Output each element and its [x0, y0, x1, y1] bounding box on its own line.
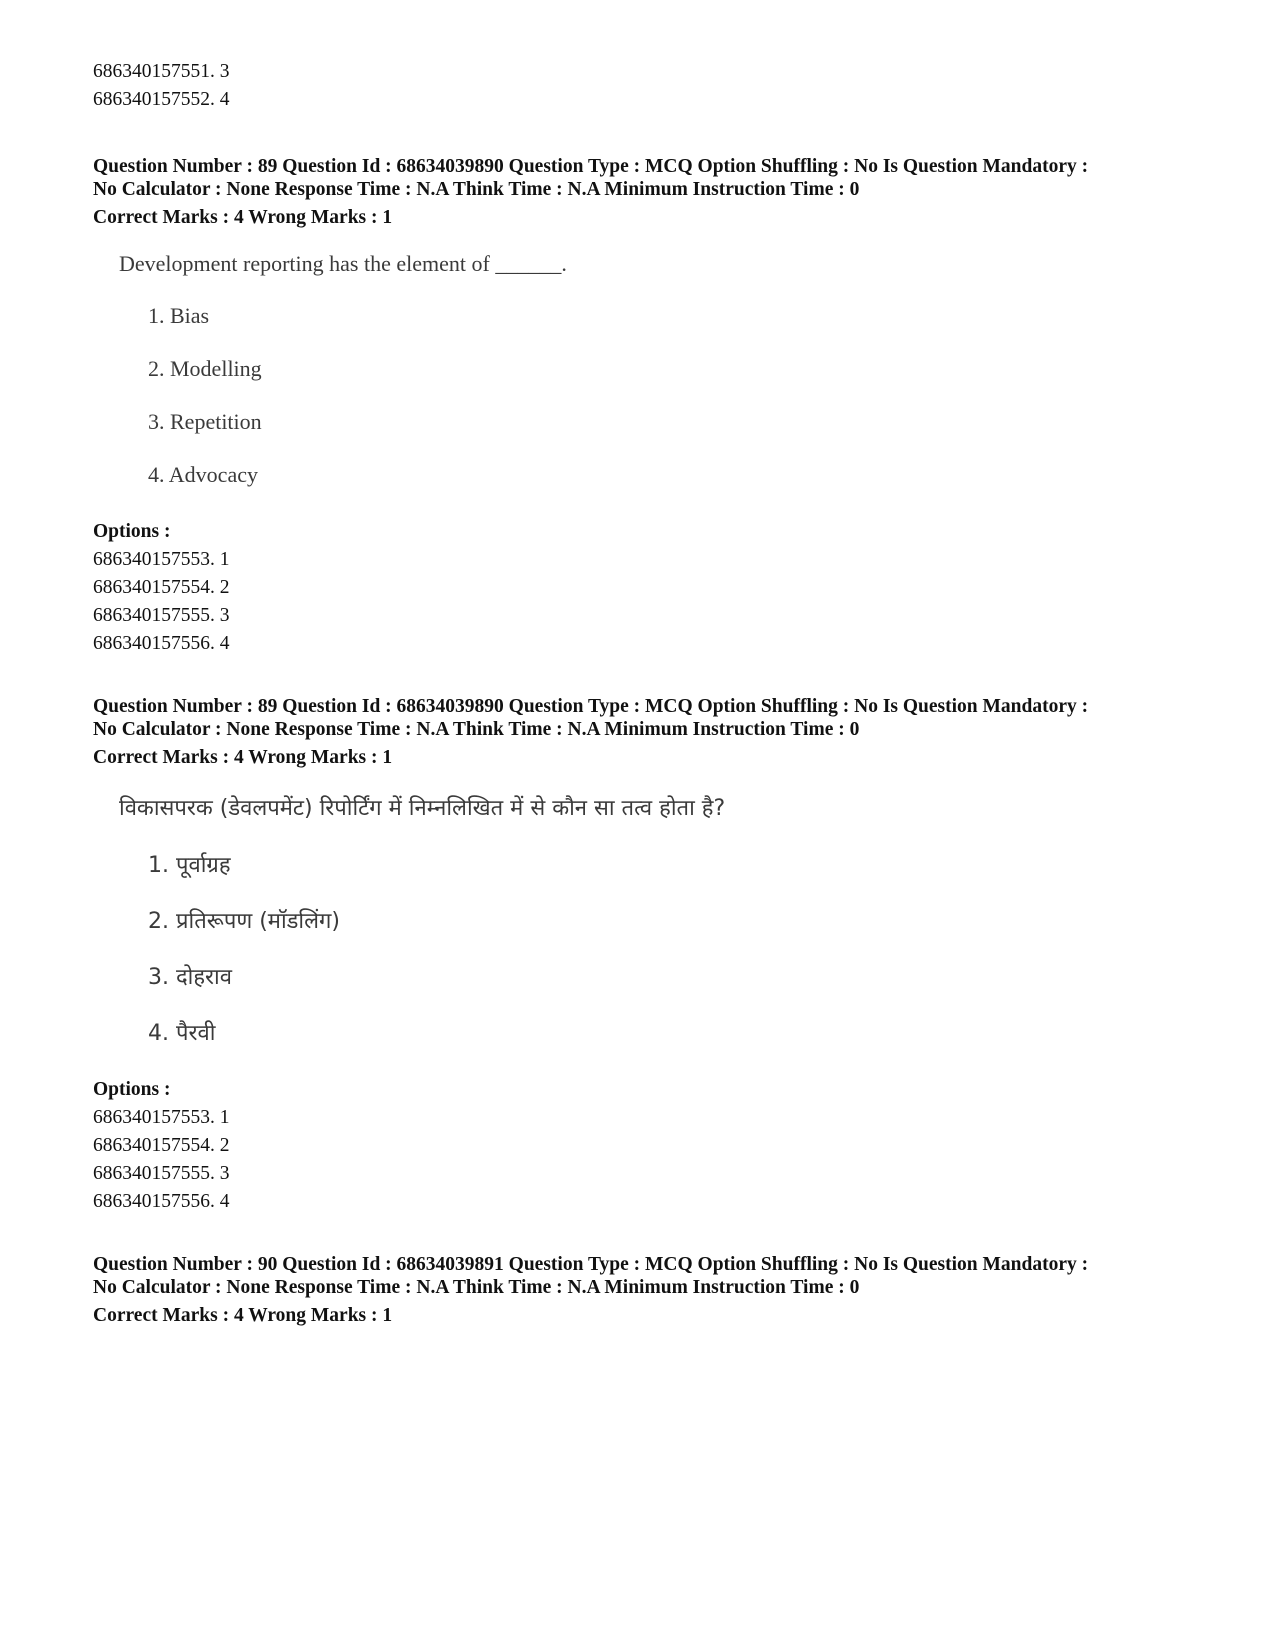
option-line: 686340157553. 1: [93, 549, 230, 570]
answer-choice: 1. पूर्वाग्रह: [148, 853, 231, 878]
options-label: Options :: [93, 1079, 171, 1100]
marks-line: Correct Marks : 4 Wrong Marks : 1: [93, 747, 393, 768]
answer-choice: 3. दोहराव: [148, 965, 232, 990]
option-line: 686340157555. 3: [93, 1163, 230, 1184]
question-header-line2: No Calculator : None Response Time : N.A Think Time : N.A Minimum Instruction Time : 0: [93, 1277, 860, 1298]
option-line: 686340157556. 4: [93, 633, 230, 654]
options-label: Options :: [93, 521, 171, 542]
answer-choice: 1. Bias: [148, 303, 210, 328]
answer-choice: 2. Modelling: [148, 356, 262, 381]
question-header-line2: No Calculator : None Response Time : N.A Think Time : N.A Minimum Instruction Time : 0: [93, 179, 860, 200]
option-line: 686340157551. 3: [93, 61, 230, 82]
option-line: 686340157555. 3: [93, 605, 230, 626]
question-header-line1: Question Number : 89 Question Id : 68634039890 Question Type : MCQ Option Shuffling : No Is Question Mandatory :: [93, 156, 1089, 177]
marks-line: Correct Marks : 4 Wrong Marks : 1: [93, 1305, 393, 1326]
question-header-line1: Question Number : 90 Question Id : 68634039891 Question Type : MCQ Option Shuffling : No Is Question Mandatory :: [93, 1254, 1089, 1275]
question-header-line2: No Calculator : None Response Time : N.A Think Time : N.A Minimum Instruction Time : 0: [93, 719, 860, 740]
option-line: 686340157552. 4: [93, 89, 230, 110]
marks-line: Correct Marks : 4 Wrong Marks : 1: [93, 207, 393, 228]
answer-choice: 4. Advocacy: [148, 462, 258, 487]
answer-choice: 3. Repetition: [148, 409, 262, 434]
option-line: 686340157554. 2: [93, 577, 230, 598]
option-line: 686340157554. 2: [93, 1135, 230, 1156]
question-header-line1: Question Number : 89 Question Id : 68634039890 Question Type : MCQ Option Shuffling : No Is Question Mandatory :: [93, 696, 1089, 717]
answer-choice: 4. पैरवी: [148, 1021, 216, 1046]
answer-choice: 2. प्रतिरूपण (मॉडलिंग): [148, 909, 341, 934]
question-stem: Development reporting has the element of ______.: [119, 251, 567, 276]
option-line: 686340157556. 4: [93, 1191, 230, 1212]
question-stem: विकासपरक (डेवलपमेंट) रिपोर्टिंग में निम्नलिखित में से कौन सा तत्व होता है?: [119, 796, 726, 821]
option-line: 686340157553. 1: [93, 1107, 230, 1128]
